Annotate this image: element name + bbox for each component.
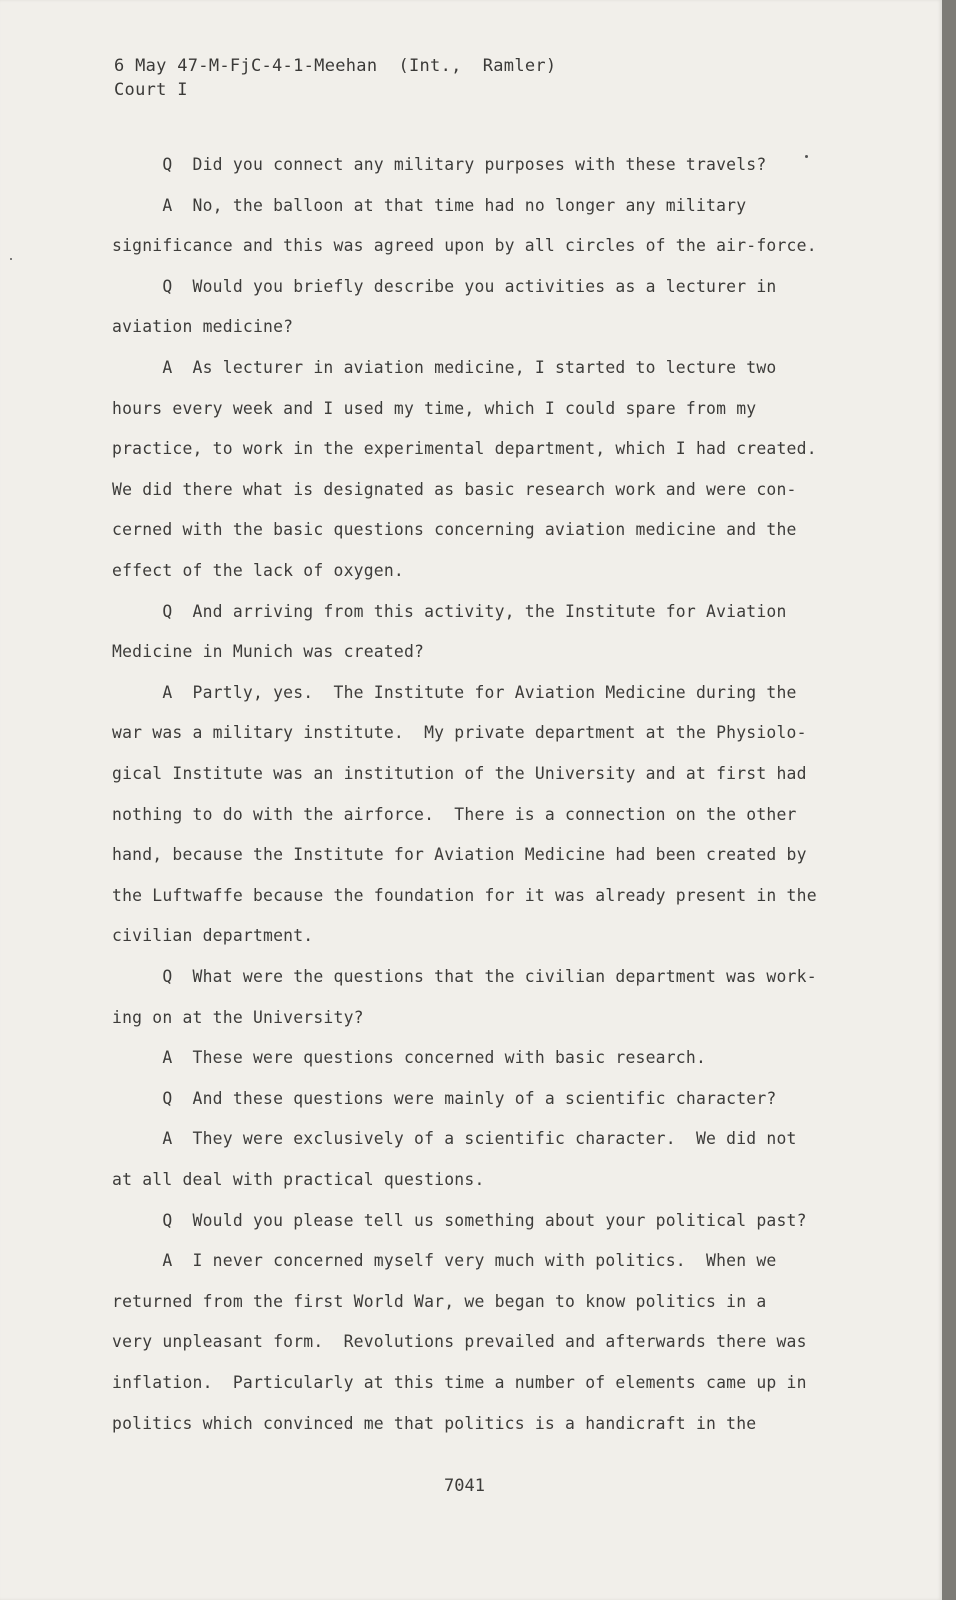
- transcript-line: returned from the first World War, we began to know politics in a: [112, 1291, 767, 1311]
- transcript-line: Medicine in Munich was created?: [112, 642, 425, 662]
- transcript-line: nothing to do with the airforce. There is a connection on the other: [112, 804, 797, 824]
- transcript-line: Q And arriving from this activity, the Institute for Aviation: [112, 601, 787, 621]
- transcript-line: Q Did you connect any military purposes with these travels?: [112, 155, 767, 174]
- transcript-line: hours every week and I used my time, which I could spare from my: [112, 398, 757, 418]
- transcript-line: significance and this was agreed upon by all circles of the air-force.: [112, 236, 817, 256]
- transcript-line: effect of the lack of oxygen.: [112, 561, 404, 580]
- transcript-line: Q And these questions were mainly of a scientific character?: [112, 1088, 777, 1108]
- transcript-line: practice, to work in the experimental department, which I had created.: [112, 439, 817, 459]
- header-case-line: 6 May 47-M-FjC-4-1-Meehan (Int., Ramler): [114, 56, 557, 76]
- transcript-line: very unpleasant form. Revolutions prevailed and afterwards there was: [112, 1332, 807, 1352]
- transcript-line: gical Institute was an institution of the University and at first had: [112, 764, 807, 783]
- transcript-line: A No, the balloon at that time had no longer any military: [112, 195, 747, 215]
- transcript-line: A As lecturer in aviation medicine, I started to lecture two: [112, 358, 777, 377]
- transcript-line: aviation medicine?: [112, 317, 294, 337]
- transcript-line: civilian department.: [112, 926, 314, 946]
- transcript-line: inflation. Particularly at this time a number of elements came up in: [112, 1373, 807, 1392]
- page-number: 7041: [444, 1476, 485, 1496]
- transcript-line: ing on at the University?: [112, 1007, 364, 1027]
- paper-speck: [805, 155, 808, 158]
- transcript-line: at all deal with practical questions.: [112, 1170, 485, 1189]
- header-court-line: Court I: [114, 80, 188, 100]
- transcript-line: A I never concerned myself very much with politics. When we: [112, 1251, 777, 1271]
- paper-speck: [10, 258, 12, 260]
- transcript-line: the Luftwaffe because the foundation for it was already present in the: [112, 885, 817, 905]
- transcript-line: war was a military institute. My private department at the Physiolo-: [112, 723, 807, 743]
- transcript-line: Q Would you briefly describe you activities as a lecturer in: [112, 276, 777, 296]
- transcript-line: politics which convinced me that politics is a handicraft in the: [112, 1413, 757, 1433]
- transcript-line: A These were questions concerned with basic research.: [112, 1048, 707, 1068]
- transcript-line: A They were exclusively of a scientific character. We did not: [112, 1129, 797, 1149]
- page-header: [114, 54, 556, 102]
- transcript-line: We did there what is designated as basic research work and were con-: [112, 479, 797, 499]
- transcript-line: Q What were the questions that the civilian department was work-: [112, 967, 817, 986]
- transcript-line: Q Would you please tell us something about your political past?: [112, 1210, 807, 1230]
- transcript-line: hand, because the Institute for Aviation Medicine had been created by: [112, 845, 807, 865]
- transcript-line: cerned with the basic questions concerning aviation medicine and the: [112, 520, 797, 540]
- transcript-line: A Partly, yes. The Institute for Aviation Medicine during the: [112, 682, 797, 702]
